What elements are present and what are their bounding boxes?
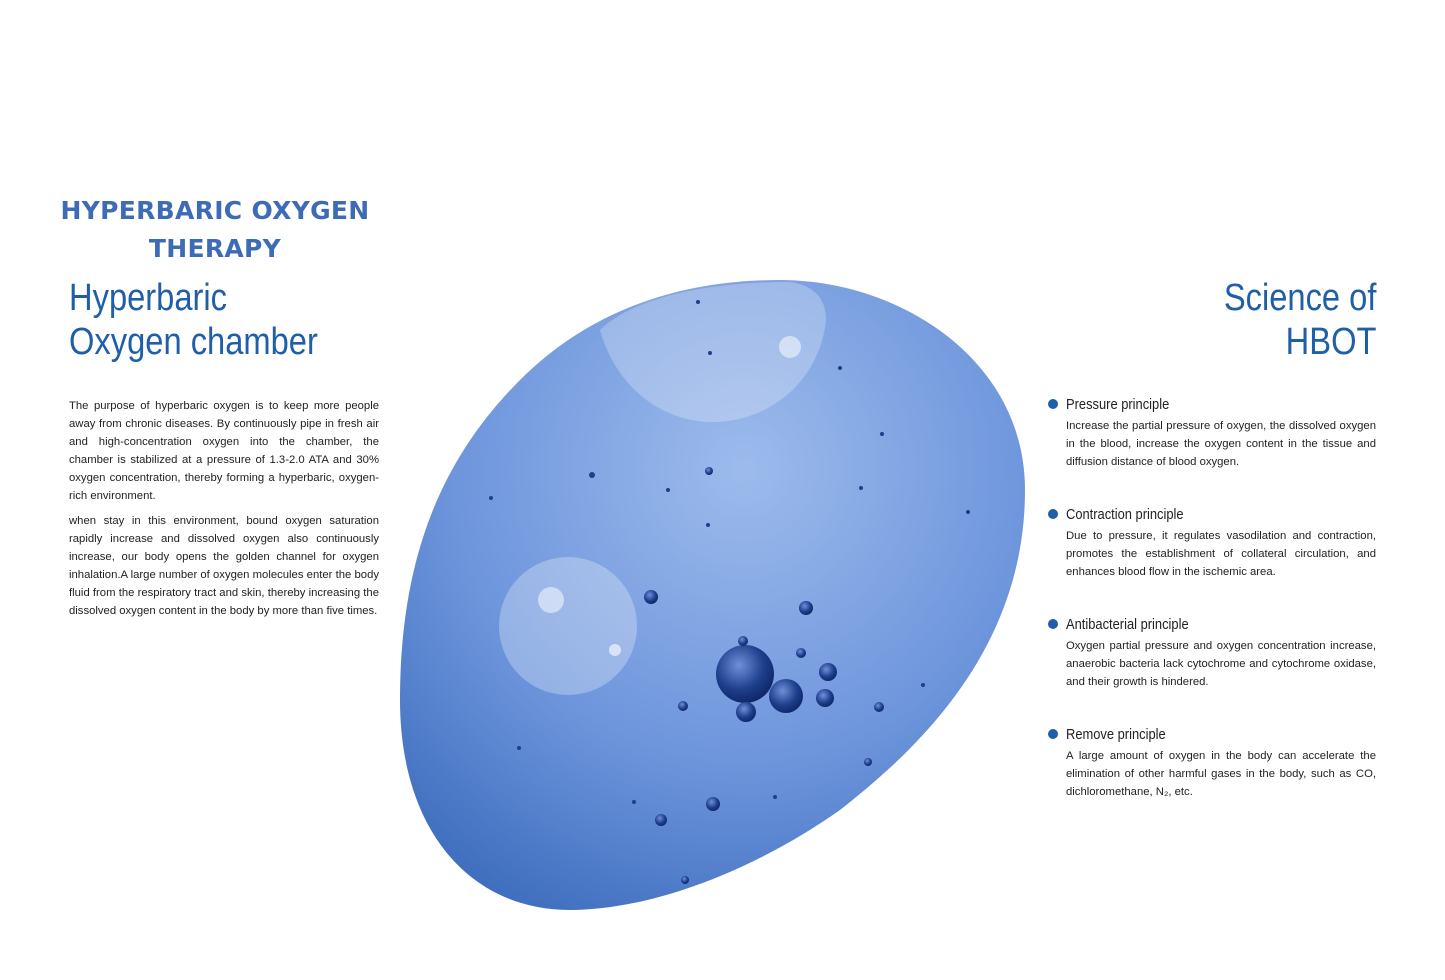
principles-list [1048, 394, 1376, 834]
intro-paragraph: The purpose of hyperbaric oxygen is to keep more people away from chronic diseases. By continuously pipe in fresh air and high-concentration oxygen into the chamber, the chamber is stabilized at a pressure of 1.3-2.0 ATA and 30% oxygen concentration, thereby forming a hyperbaric, oxygen-rich environment. [69, 400, 379, 502]
principle-title: Contraction principle [1066, 505, 1184, 523]
principle-item [1048, 724, 1376, 801]
principle-text: A large amount of oxygen in the body can accelerate the elimination of other harmful gases in the body, such as CO, dichloromethane, N₂, etc. [1066, 750, 1376, 798]
bullet-icon [1048, 399, 1058, 409]
principle-item [1048, 504, 1376, 581]
principle-title: Pressure principle [1066, 395, 1170, 413]
principle-item [1048, 614, 1376, 691]
title-line-2: Oxygen chamber [69, 321, 318, 363]
principle-item [1048, 394, 1376, 471]
kicker-line-1: HYPERBARIC OXYGEN [60, 196, 370, 225]
principle-title: Antibacterial principle [1066, 615, 1189, 633]
bullet-icon [1048, 729, 1058, 739]
title-line-1: Science of [1223, 277, 1376, 319]
title-line-1: Hyperbaric [69, 277, 228, 319]
intro-paragraph: when stay in this environment, bound oxygen saturation rapidly increase and dissolved oxygen also continuously increase, our body opens the golden channel for oxygen inhalation.A large number of oxygen molecules enter the body fluid from the respiratory tract and skin, thereby increasing the dissolved oxygen content in the body by more than five times. [69, 515, 379, 617]
principle-text: Due to pressure, it regulates vasodilation and contraction, promotes the establishment of collateral circulation, and enhances blood flow in the ischemic area. [1066, 530, 1376, 578]
page-title-right [1223, 276, 1376, 364]
bullet-icon [1048, 509, 1058, 519]
bullet-icon [1048, 619, 1058, 629]
page-title-left [69, 276, 318, 364]
principle-text: Increase the partial pressure of oxygen, the dissolved oxygen in the blood, increase the oxygen content in the tissue and diffusion distance of blood oxygen. [1066, 420, 1376, 468]
title-line-2: HBOT [1285, 321, 1376, 363]
kicker-line-2: THERAPY [148, 234, 282, 263]
highlight-bubble-left [499, 557, 637, 695]
principle-title: Remove principle [1066, 725, 1166, 743]
principle-text: Oxygen partial pressure and oxygen concentration increase, anaerobic bacteria lack cytochrome and cytochrome oxidase, and their growth is hindered. [1066, 640, 1376, 688]
section-kicker [60, 192, 370, 268]
intro-text [69, 397, 379, 627]
